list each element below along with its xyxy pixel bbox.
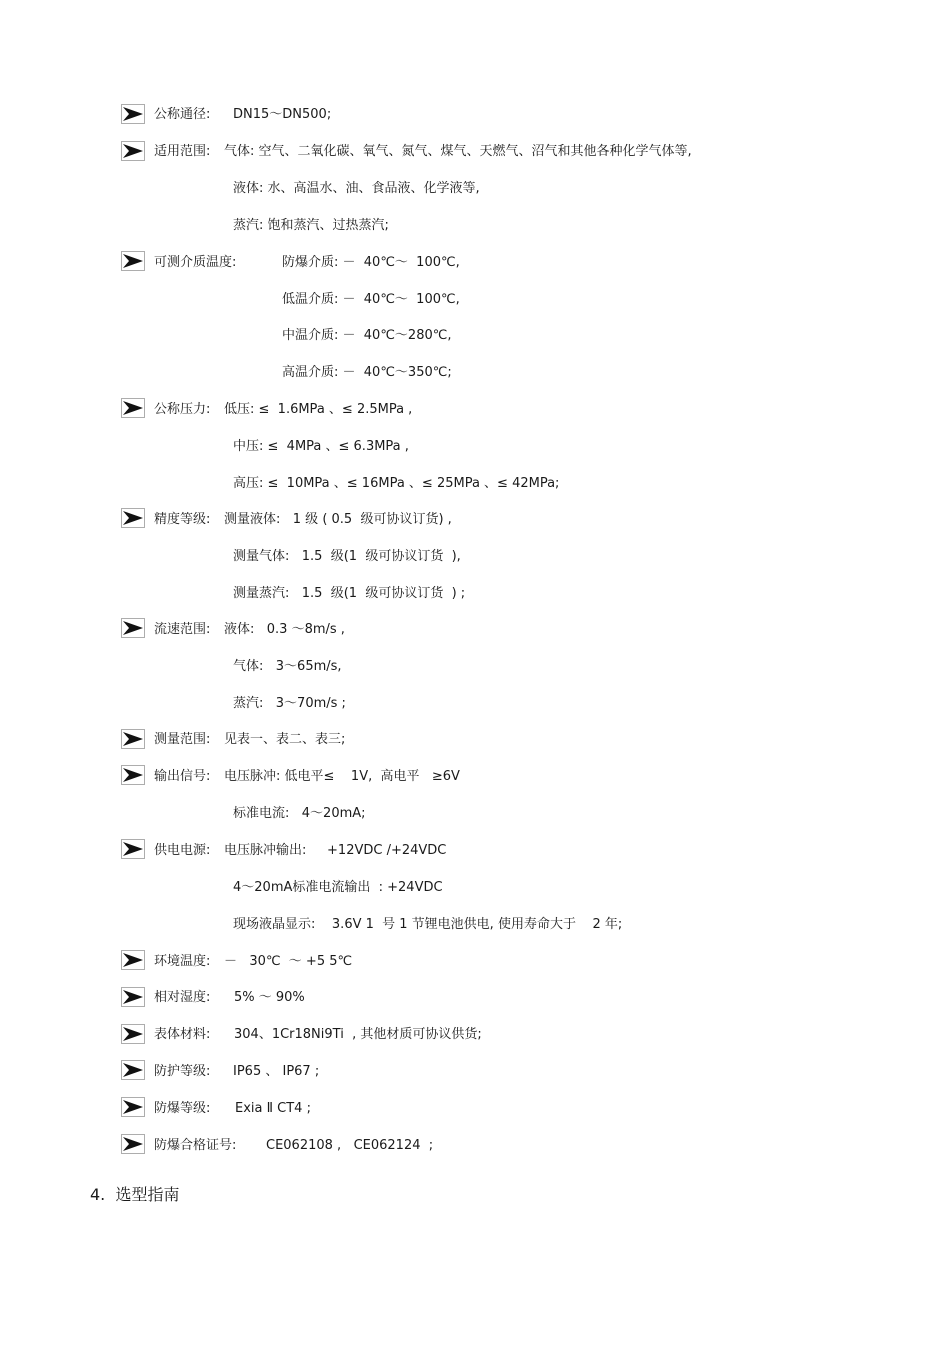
spec-label: 供电电源: <box>154 843 211 858</box>
spec-label: 防爆等级: <box>154 1101 211 1116</box>
spec-label: 防护等级: <box>154 1064 211 1079</box>
spec-value: DN15～DN500; <box>233 107 332 122</box>
spec-label: 可测介质温度: <box>154 255 237 270</box>
spec-label: 流速范围: <box>154 622 211 637</box>
spec-value: 标准电流: 4～20mA; <box>233 806 366 821</box>
spec-value: 现场液晶显示: 3.6V 1 号 1 节锂电池供电, 使用寿命大于 2 年; <box>233 917 623 932</box>
spec-value: Exia Ⅱ CT4 ; <box>235 1101 311 1116</box>
spec-label: 表体材料: <box>154 1027 211 1042</box>
spec-value: 气体: 3～65m/s, <box>233 659 342 674</box>
spec-value: 低压: ≤ 1.6MPa 、≤ 2.5MPa , <box>224 402 413 417</box>
section-heading: 4. 选型指南 <box>90 1185 180 1204</box>
spec-value: 低温介质: － 40℃～ 100℃, <box>282 292 460 307</box>
spec-value: 中压: ≤ 4MPa 、≤ 6.3MPa , <box>233 439 409 454</box>
spec-value: 5% ～ 90% <box>234 990 305 1005</box>
bullet-icon <box>121 987 145 1007</box>
spec-label: 公称通径: <box>154 107 211 122</box>
bullet-icon <box>121 141 145 161</box>
spec-value: 见表一、表二、表三; <box>224 732 346 747</box>
spec-value: 气体: 空气、二氧化碳、氧气、氮气、煤气、天燃气、沼气和其他各种化学气体等, <box>224 144 692 159</box>
bullet-icon <box>121 1060 145 1080</box>
spec-label: 公称压力: <box>154 402 211 417</box>
bullet-icon <box>121 251 145 271</box>
spec-value: 304、1Cr18Ni9Ti , 其他材质可协议供货; <box>234 1027 482 1042</box>
spec-value: 高压: ≤ 10MPa 、≤ 16MPa 、≤ 25MPa 、≤ 42MPa; <box>233 476 560 491</box>
spec-value: 测量气体: 1.5 级(1 级可协议订货 ), <box>233 549 461 564</box>
spec-value: 中温介质: － 40℃～280℃, <box>282 328 452 343</box>
spec-value: 电压脉冲: 低电平≤ 1V, 高电平 ≥6V <box>224 769 460 784</box>
spec-value: 电压脉冲输出: +12VDC /+24VDC <box>224 843 447 858</box>
spec-value: 蒸汽: 饱和蒸汽、过热蒸汽; <box>233 218 389 233</box>
spec-label: 精度等级: <box>154 512 211 527</box>
spec-label: 输出信号: <box>154 769 211 784</box>
spec-label: 相对湿度: <box>154 990 211 1005</box>
bullet-icon <box>121 104 145 124</box>
spec-value: 高温介质: － 40℃～350℃; <box>282 365 452 380</box>
bullet-icon <box>121 398 145 418</box>
spec-value: CE062108 , CE062124 ; <box>266 1138 434 1153</box>
bullet-icon <box>121 1134 145 1154</box>
spec-value: 测量蒸汽: 1.5 级(1 级可协议订货 ) ; <box>233 586 466 601</box>
spec-label: 防爆合格证号: <box>154 1138 237 1153</box>
spec-label: 环境温度: <box>154 954 211 969</box>
bullet-icon <box>121 839 145 859</box>
bullet-icon <box>121 508 145 528</box>
spec-value: 蒸汽: 3～70m/s ; <box>233 696 346 711</box>
spec-value: 液体: 水、高温水、油、食品液、化学液等, <box>233 181 480 196</box>
spec-label: 测量范围: <box>154 732 211 747</box>
spec-value: IP65 、 IP67 ; <box>233 1064 320 1079</box>
spec-value: 液体: 0.3 ～8m/s , <box>224 622 345 637</box>
bullet-icon <box>121 950 145 970</box>
spec-label: 适用范围: <box>154 144 211 159</box>
bullet-icon <box>121 1097 145 1117</box>
spec-value: 防爆介质: － 40℃～ 100℃, <box>282 255 460 270</box>
bullet-icon <box>121 729 145 749</box>
bullet-icon <box>121 618 145 638</box>
spec-value: 测量液体: 1 级 ( 0.5 级可协议订货) , <box>224 512 452 527</box>
spec-value: － 30℃ ～ +5 5℃ <box>224 954 353 969</box>
spec-value: 4～20mA标准电流输出 : +24VDC <box>233 880 443 895</box>
bullet-icon <box>121 1024 145 1044</box>
bullet-icon <box>121 765 145 785</box>
